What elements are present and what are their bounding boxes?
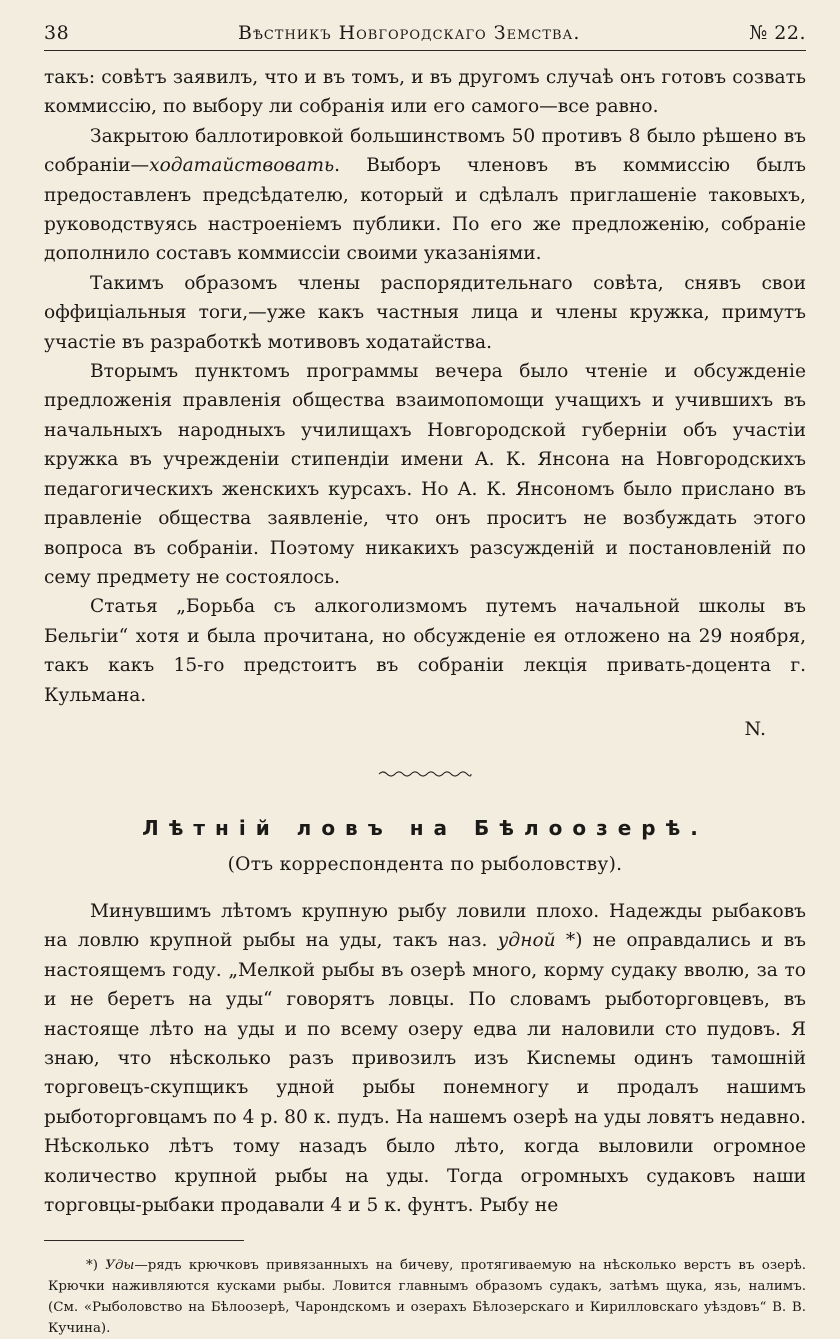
paragraph-6-italic: удной [497,930,556,952]
paragraph-2 [44,122,806,269]
paragraph-2-text-after: . Выборъ членовъ въ коммиссію былъ предоставленъ предсѣдателю, который и сдѣлалъ приглашеніе таковыхъ, руководствуясь настроеніемъ публики. По его же предложенію, собраніе дополнило составъ коммиссіи своими указаніями. [44,155,806,265]
page-number: 38 [44,22,70,44]
wavy-divider-icon [377,769,473,779]
article-title: Лѣтній ловъ на Бѣлоозерѣ. [142,815,708,840]
footnote-marker: *) [86,1258,106,1274]
footnote-text [48,1255,806,1339]
paragraph-6-text-after: *) не оправдались и въ настоящемъ году. „Мелкой рыбы въ озерѣ много, корму судаку вволю, за то и не беретъ на уды“ говорятъ ловцы. По словамъ рыботорговцевъ, въ настояще лѣто на уды и по всему озеру едва ли наловили сто пудовъ. Я знаю, что нѣсколько разъ привозилъ изъ Кисnемы одинъ тамошній торговецъ-скупщикъ удной рыбы понемногу и продалъ нашимъ рыботорговцамъ по 4 р. 80 к. пудъ. На нашемъ озерѣ на уды ловятъ недавно. Нѣсколько лѣтъ тому назадъ было лѣто, когда выловили огромное количество крупной рыбы на уды. Тогда огромныхъ судаковъ наши торговцы-рыбаки продавали 4 и 5 к. фунтъ. Рыбу не [44,930,806,1216]
journal-title: Вѣстникъ Новгородскаго Земства. [237,22,581,44]
article-subtitle: (Отъ корреспондента по рыболовству). [227,853,623,875]
section-divider-ornament [44,764,806,778]
footnote-rule [44,1240,244,1241]
first-article-body [44,63,806,710]
running-header [44,22,806,51]
issue-number: № 22. [749,22,806,44]
paragraph-1: такъ: совѣтъ заявилъ, что и въ томъ, и въ другомъ случаѣ онъ готовъ созвать коммиссію, по выбору ли собранія или его самого—все равно. [44,67,806,118]
paragraph-6-text-before: Минувшимъ лѣтомъ крупную рыбу ловили плохо. Надежды рыбаковъ на ловлю крупной рыбы на уды, такъ наз. [44,900,806,952]
article-signature: N. [744,717,766,740]
second-article-body [44,897,806,1220]
paragraph-2-italic: ходатайствовать [149,155,335,177]
paragraph-2-text-before: Закрытою баллотировкой большинствомъ 50 противъ 8 было рѣшено въ собраніи— [44,125,806,177]
footnote-italic: Уды [105,1258,135,1274]
footnote [44,1255,806,1339]
paragraph-5: Статья „Борьба съ алкоголизмомъ путемъ начальной школы въ Бельгіи“ хотя и была прочитана, но обсужденіе ея отложено на 29 ноября, такъ какъ 15-го предстоитъ въ собраніи лекція привать-доцента г. Кульмана. [44,596,806,706]
paragraph-4: Вторымъ пунктомъ программы вечера было чтеніе и обсужденіе предложенія правленія общества взаимопомощи учащихъ и учившихъ въ начальныхъ народныхъ училищахъ Новгородской губерніи объ участіи кружка въ учрежденіи стипендіи имени А. К. Янсона на Новгородскихъ педагогическихъ женскихъ курсахъ. Но А. К. Янсономъ было прислано въ правленіе общества заявленіе, что онъ проситъ не возбуждать этого вопроса въ собраніи. Поэтому никакихъ разсужденій и постановленій по сему предмету не состоялось. [44,361,806,588]
paragraph-6 [44,897,806,1220]
paragraph-3: Такимъ образомъ члены распорядительнаго совѣта, снявъ свои оффиціальныя тоги,—уже какъ частныя лица и члены кружка, примутъ участіе въ разработкѣ мотивовъ ходатайства. [44,272,806,353]
footnote-body: —рядъ крючковъ привязанныхъ на бичеву, протягиваемую на нѣсколько верстъ въ озерѣ. Крючки наживляются кусками рыбы. Ловится главнымъ образомъ судакъ, затѣмъ щука, язь, налимъ. (См. «Рыболовство на Бѣлоозерѣ, Чарондскомъ и озерахъ Бѣлозерскаго и Кирилловскаго уѣздовъ“ В. В. Кучина). [48,1258,806,1337]
